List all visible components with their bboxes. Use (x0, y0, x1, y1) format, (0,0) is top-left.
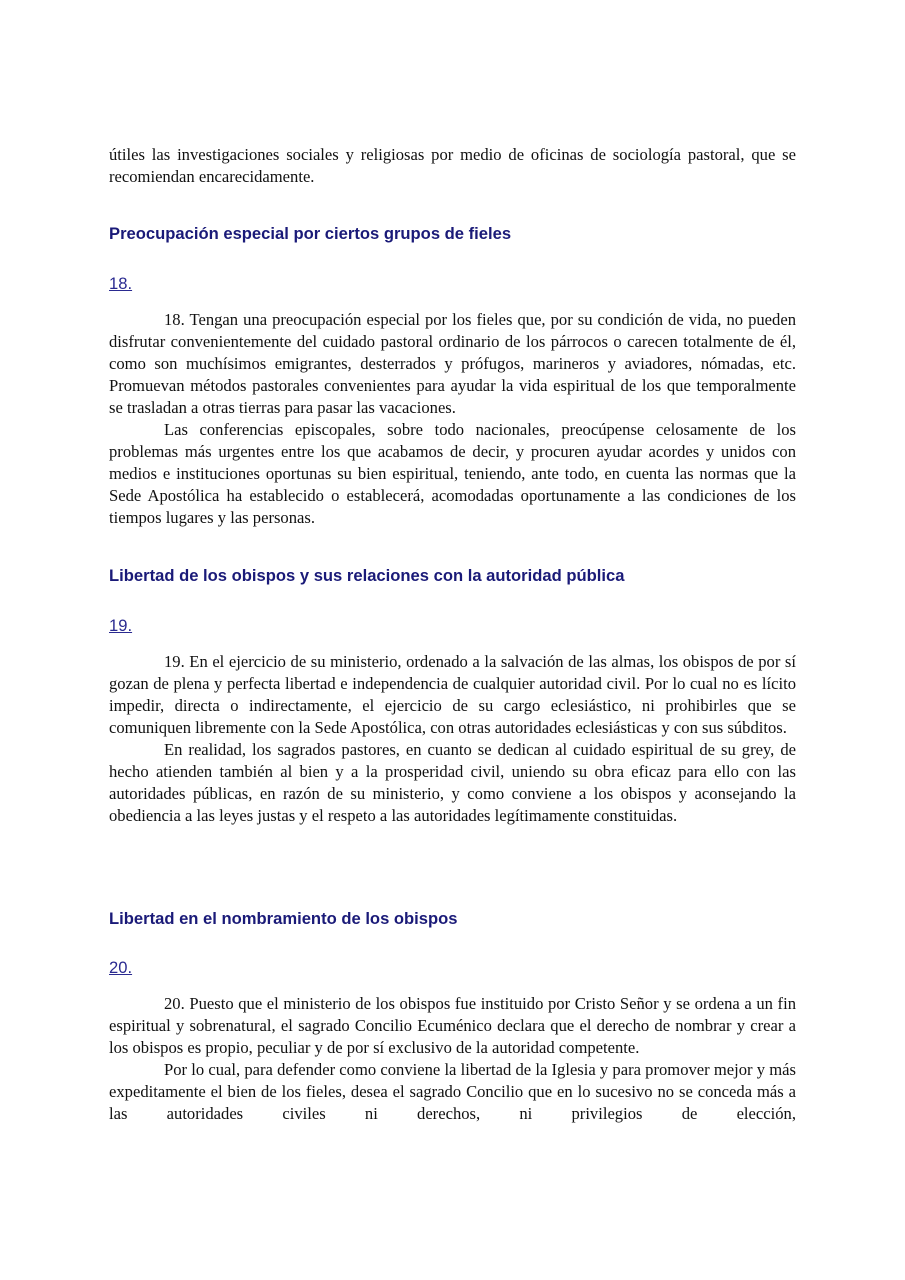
paragraph: Las conferencias episcopales, sobre todo nacionales, preocúpense celosamente de los problemas más urgentes entre los que acabamos de decir, y procuren ayudar acordes y unidos con medios e instituciones oportunas su bien espiritual, teniendo, ante todo, en cuenta las normas que la Sede Apostólica ha establecido o establecerá, acomodadas oportunamente a las condiciones de los tiempos lugares y las personas. (109, 420, 796, 527)
paragraph: En realidad, los sagrados pastores, en cuanto se dedican al cuidado espiritual de su grey, de hecho atienden también al bien y a la prosperidad civil, uniendo su obra eficaz para ello con las autoridades públicas, en razón de su ministerio, y como conviene a los obispos y aconsejando la obediencia a las leyes justas y el respeto a las autoridades legítimamente constituidas. (109, 740, 796, 825)
section-heading: Libertad de los obispos y sus relaciones con la autoridad pública (109, 566, 625, 585)
paragraph: 18. Tengan una preocupación especial por los fieles que, por su condición de vida, no pueden disfrutar convenientemente del cuidado pastoral ordinario de los párrocos o carecen totalmente de él, como son muchísimos emigrantes, desterrados y prófugos, marineros y aviadores, nómadas, etc. Promuevan métodos pastorales convenientes para ayudar la vida espiritual de los que temporalmente se trasladan a otras tierras para pasar las vacaciones. (109, 310, 796, 417)
section-link-20[interactable]: 20. (109, 958, 133, 977)
paragraph: 19. En el ejercicio de su ministerio, ordenado a la salvación de las almas, los obispos de por sí gozan de plena y perfecta libertad e independencia de cualquier autoridad civil. Por lo cual no es lícito impedir, directa o indirectamente, el ejercicio de su cargo eclesiástico, ni prohibirles que se comuniquen libremente con la Sede Apostólica, con otras autoridades eclesiásticas y con sus súbditos. (109, 652, 796, 737)
section-link-19[interactable]: 19. (109, 616, 133, 635)
intro-paragraph: útiles las investigaciones sociales y religiosas por medio de oficinas de sociología pastoral, que se recomiendan encarecidamente. (109, 145, 796, 186)
paragraph: Por lo cual, para defender como conviene la libertad de la Iglesia y para promover mejor y más expeditamente el bien de los fieles, desea el sagrado Concilio que en lo sucesivo no se conceda más a las autoridades civiles ni derechos, ni privilegios de elección, (109, 1060, 796, 1123)
section-heading: Preocupación especial por ciertos grupos de fieles (109, 224, 512, 243)
paragraph: 20. Puesto que el ministerio de los obispos fue instituido por Cristo Señor y se ordena a un fin espiritual y sobrenatural, el sagrado Concilio Ecuménico declara que el derecho de nombrar y crear a los obispos es propio, peculiar y de por sí exclusivo de la autoridad competente. (109, 994, 796, 1057)
section-link-18[interactable]: 18. (109, 274, 133, 293)
section-heading: Libertad en el nombramiento de los obispos (109, 909, 458, 928)
